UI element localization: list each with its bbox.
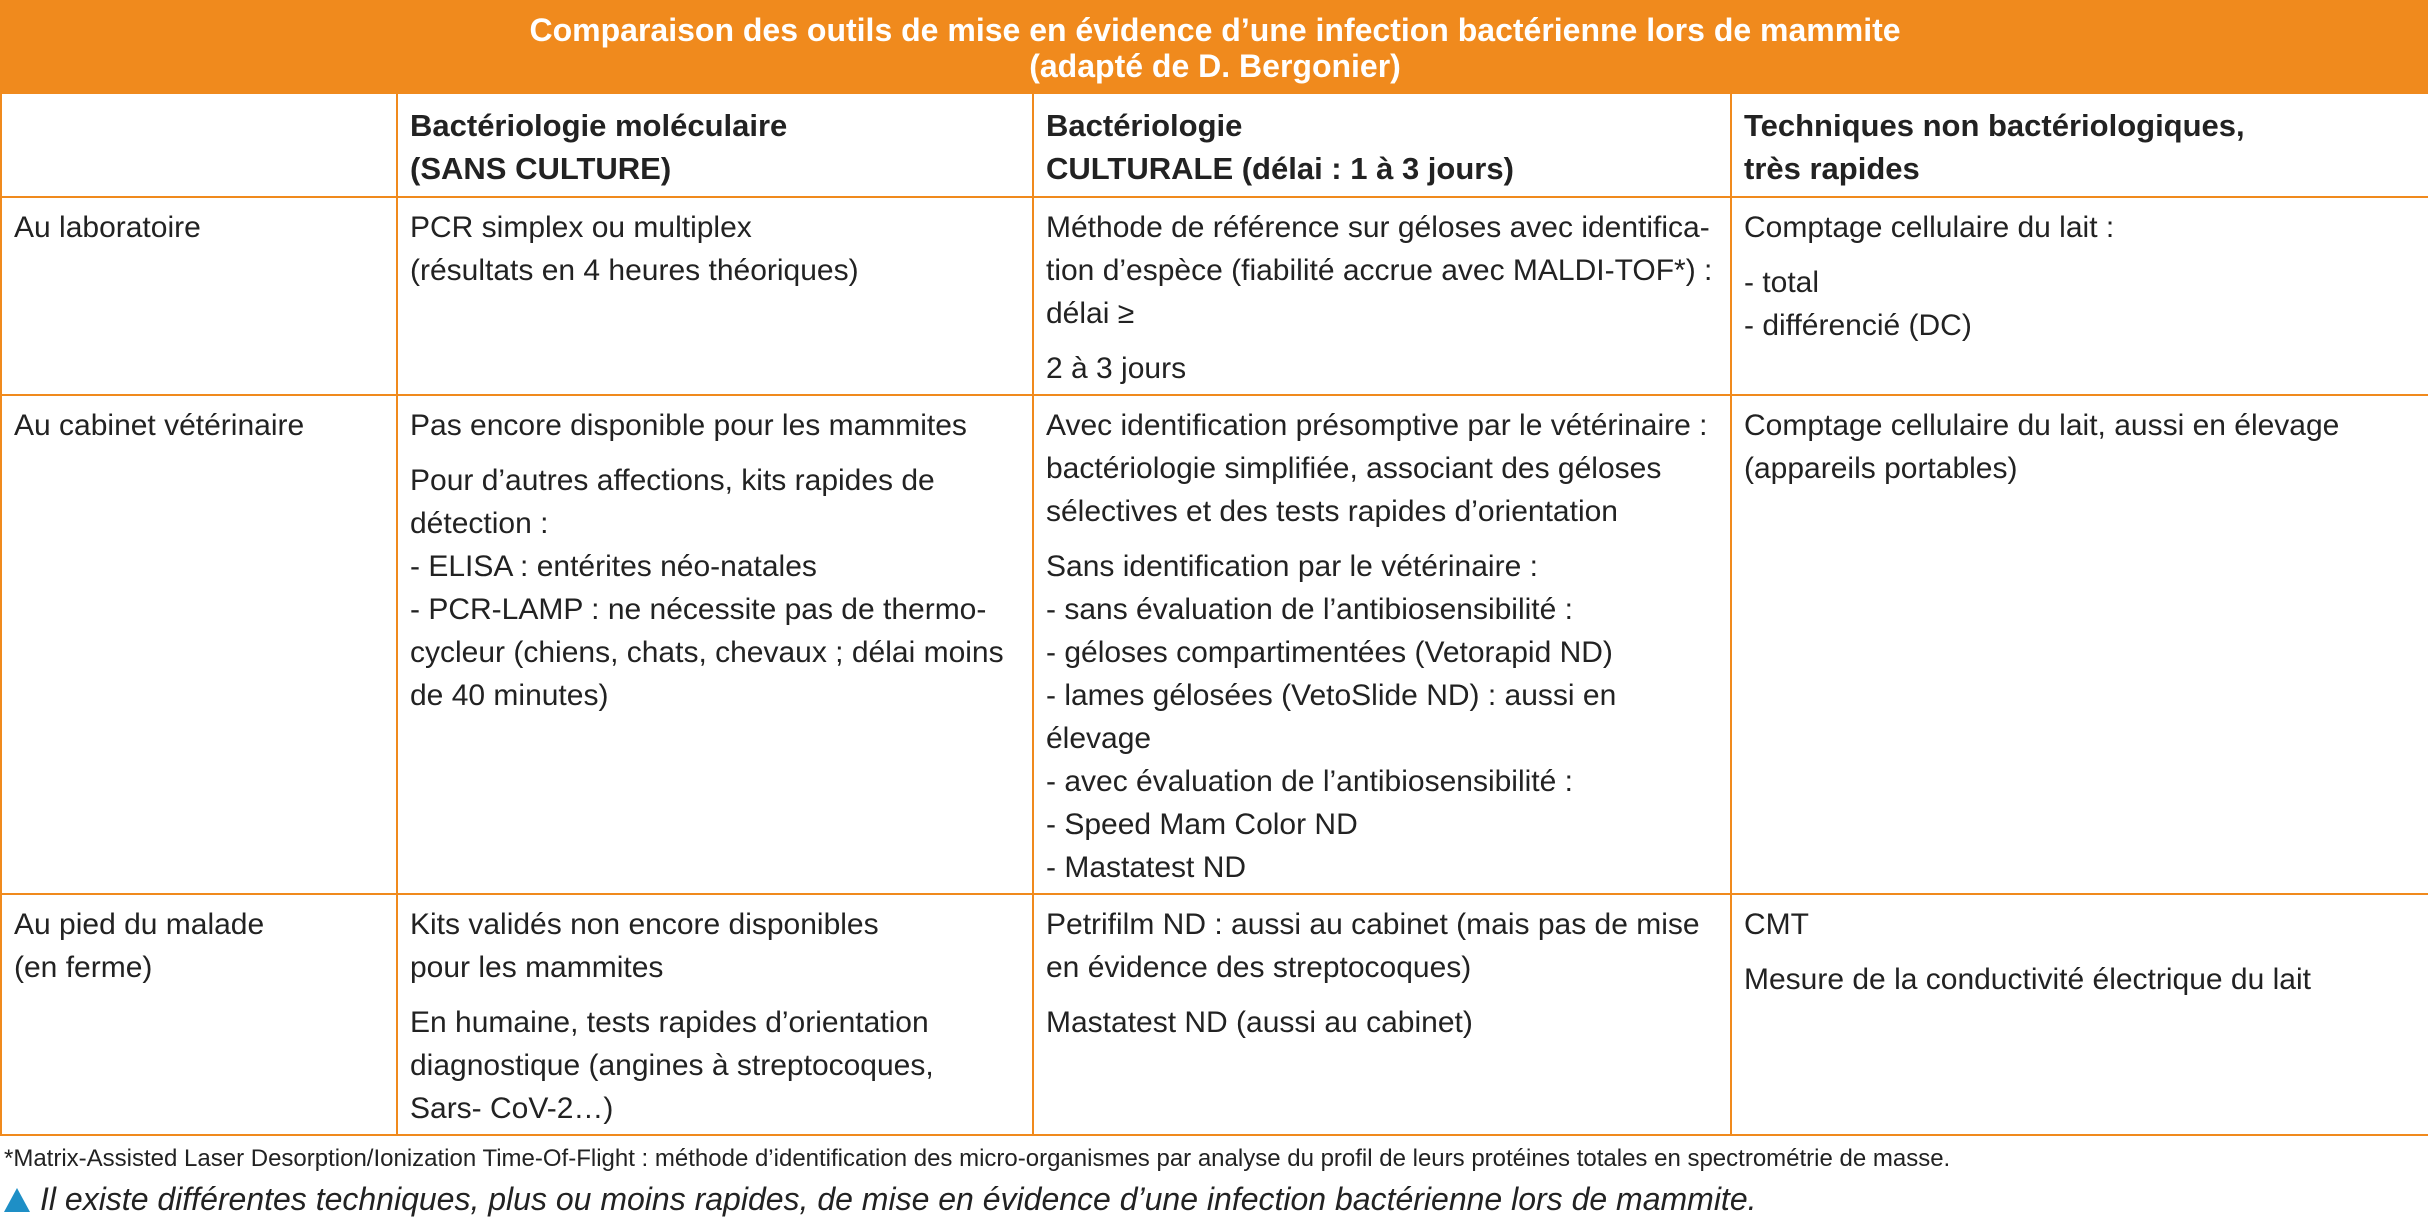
- header-cell-cultural: [1033, 93, 1731, 197]
- cell-paragraph: [410, 206, 1020, 292]
- cell-text: 2 à 3 jours: [1046, 352, 1187, 385]
- row-label-text: (en ferme): [14, 951, 153, 984]
- cell-text: En humaine, tests rapides d’orientation: [410, 1006, 929, 1039]
- cell-paragraph: [1046, 206, 1718, 335]
- footnote: *Matrix-Assisted Laser Desorption/Ionization Time-Of-Flight : méthode d’identification des micro-organismes par analyse du profil de leurs protéines totales en spectrométrie de masse.: [4, 1145, 1951, 1172]
- cell-paragraph: [1744, 404, 2416, 490]
- table-title-line-2: (adapté de D. Bergonier): [1029, 48, 1401, 84]
- cell-text: bactériologie simplifiée, associant des géloses: [1046, 452, 1662, 485]
- cell-laboratory-molecular: [397, 197, 1033, 395]
- cell-paragraph: [1744, 206, 2416, 249]
- header-text: (SANS CULTURE): [410, 151, 672, 186]
- table-title: [1, 1, 2428, 93]
- cell-paragraph: [410, 1001, 1020, 1130]
- header-text: Bactériologie moléculaire: [410, 108, 788, 143]
- cell-text: Petrifilm ND : aussi au cabinet (mais pas de mise: [1046, 908, 1700, 941]
- cell-text: Pour d’autres affections, kits rapides de: [410, 464, 935, 497]
- cell-text: diagnostique (angines à streptocoques,: [410, 1049, 934, 1082]
- table-title-row: [1, 1, 2428, 93]
- cell-text: détection :: [410, 507, 549, 540]
- header-text: Techniques non bactériologiques,: [1744, 108, 2245, 143]
- cell-text: - total: [1744, 266, 1820, 299]
- cell-vet-clinic-cultural: [1033, 395, 1731, 894]
- header-cell-empty: [1, 93, 397, 197]
- row-label-text: Au cabinet vétérinaire: [14, 409, 305, 442]
- cell-farm-cultural: [1033, 894, 1731, 1135]
- header-text: très rapides: [1744, 151, 1920, 186]
- table-row-farm: [1, 894, 2428, 1135]
- caption-text: Il existe différentes techniques, plus ou moins rapides, de mise en évidence d’une infection bactérienne lors de mammite.: [40, 1181, 1757, 1217]
- cell-paragraph: [410, 404, 1020, 447]
- cell-text: sélectives et des tests rapides d’orientation: [1046, 495, 1618, 528]
- table-row-vet-clinic: [1, 395, 2428, 894]
- cell-laboratory-non-bacteriological: [1731, 197, 2428, 395]
- cell-text: Avec identification présomptive par le vétérinaire :: [1046, 409, 1708, 442]
- cell-paragraph: [1744, 958, 2416, 1001]
- cell-text: Kits validés non encore disponibles: [410, 908, 879, 941]
- table-title-line-1: Comparaison des outils de mise en évidence d’une infection bactérienne lors de mammite: [529, 12, 1901, 48]
- triangle-up-icon: [4, 1188, 30, 1212]
- cell-text: - ELISA : entérites néo-natales: [410, 550, 817, 583]
- cell-text: Sans identification par le vétérinaire :: [1046, 550, 1538, 583]
- table-row-laboratory: [1, 197, 2428, 395]
- cell-text: de 40 minutes): [410, 679, 609, 712]
- row-label-vet-clinic: [1, 395, 397, 894]
- row-label-laboratory: [1, 197, 397, 395]
- cell-text: Mastatest ND (aussi au cabinet): [1046, 1006, 1473, 1039]
- cell-text: (appareils portables): [1744, 452, 2018, 485]
- cell-text: (résultats en 4 heures théoriques): [410, 254, 859, 287]
- cell-farm-molecular: [397, 894, 1033, 1135]
- cell-text: - Mastatest ND: [1046, 851, 1247, 884]
- cell-text: CMT: [1744, 908, 1809, 941]
- row-label-farm: [1, 894, 397, 1135]
- cell-text: - sans évaluation de l’antibiosensibilité :: [1046, 593, 1573, 626]
- cell-vet-clinic-non-bacteriological: [1731, 395, 2428, 894]
- cell-text: Mesure de la conductivité électrique du lait: [1744, 963, 2311, 996]
- cell-text: en évidence des streptocoques): [1046, 951, 1472, 984]
- cell-text: Méthode de référence sur géloses avec identifica-: [1046, 211, 1710, 244]
- cell-text: pour les mammites: [410, 951, 664, 984]
- cell-paragraph: [1046, 545, 1718, 889]
- cell-text: PCR simplex ou multiplex: [410, 211, 752, 244]
- cell-paragraph: [1046, 903, 1718, 989]
- cell-text: Comptage cellulaire du lait, aussi en élevage: [1744, 409, 2340, 442]
- cell-vet-clinic-molecular: [397, 395, 1033, 894]
- row-label-text: Au pied du malade: [14, 908, 265, 941]
- cell-paragraph: [1046, 347, 1718, 390]
- cell-paragraph: [1046, 1001, 1718, 1044]
- cell-text: Sars- CoV-2…): [410, 1092, 614, 1125]
- cell-text: Comptage cellulaire du lait :: [1744, 211, 2115, 244]
- cell-text: - avec évaluation de l’antibiosensibilité :: [1046, 765, 1573, 798]
- header-text: Bactériologie: [1046, 108, 1243, 143]
- header-row: [1, 93, 2428, 197]
- header-cell-molecular: [397, 93, 1033, 197]
- header-text: CULTURALE (délai : 1 à 3 jours): [1046, 151, 1514, 186]
- row-label-text: Au laboratoire: [14, 211, 201, 244]
- header-cell-non-bacteriological: [1731, 93, 2428, 197]
- cell-paragraph: [410, 903, 1020, 989]
- figure-caption: [4, 1180, 2428, 1218]
- cell-laboratory-cultural: [1033, 197, 1731, 395]
- cell-paragraph: [410, 459, 1020, 717]
- cell-paragraph: [1744, 903, 2416, 946]
- cell-text: Pas encore disponible pour les mammites: [410, 409, 967, 442]
- cell-text: - lames gélosées (VetoSlide ND) : aussi en élevage: [1046, 679, 1617, 755]
- cell-text: cycleur (chiens, chats, chevaux ; délai moins: [410, 636, 1004, 669]
- cell-text: - Speed Mam Color ND: [1046, 808, 1358, 841]
- cell-text: - géloses compartimentées (Vetorapid ND): [1046, 636, 1613, 669]
- cell-paragraph: [1744, 261, 2416, 347]
- cell-text: tion d’espèce (fiabilité accrue avec MALDI-TOF*) :: [1046, 254, 1713, 287]
- cell-paragraph: [1046, 404, 1718, 533]
- cell-farm-non-bacteriological: [1731, 894, 2428, 1135]
- cell-text: - PCR-LAMP : ne nécessite pas de thermo-: [410, 593, 987, 626]
- cell-text: - différencié (DC): [1744, 309, 1972, 342]
- cell-text: délai ≥: [1046, 297, 1135, 330]
